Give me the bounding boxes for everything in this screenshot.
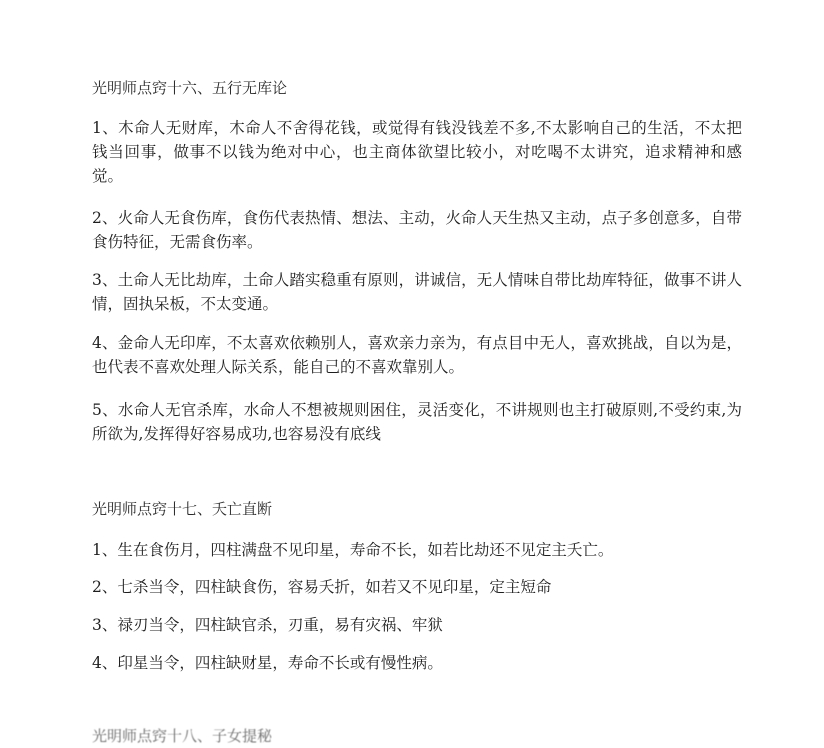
document-page bbox=[92, 0, 792, 745]
paragraph-wood: 1、木命人无财库，木命人不舍得花钱，或觉得有钱没钱差不多,不太影响自己的生活，不太把钱当回事，做事不以钱为绝对中心，也主商体欲望比较小，对吃喝不太讲究，追求精神和感觉。 bbox=[92, 119, 742, 185]
section-title-16: 光明师点窍十六、五行无库论 bbox=[92, 79, 288, 97]
paragraph-water: 5、水命人无官杀库，水命人不想被规则困住，灵活变化，不讲规则也主打破原则,不受约束,为所欲为,发挥得好容易成功,也容易没有底线 bbox=[92, 401, 742, 443]
paragraph-seal-star: 4、印星当令，四柱缺财星，寿命不长或有慢性病。 bbox=[92, 654, 443, 672]
paragraph-food-injury-month: 1、生在食伤月，四柱满盘不见印星，寿命不长，如若比劫还不见定主夭亡。 bbox=[92, 541, 614, 559]
paragraph-lu-ren: 3、禄刃当令，四柱缺官杀，刃重，易有灾祸、牢狱 bbox=[92, 616, 443, 634]
paragraph-fire: 2、火命人无食伤库，食伤代表热情、想法、主动，火命人天生热又主动，点子多创意多，自带食伤特征，无需食伤率。 bbox=[92, 209, 742, 251]
paragraph-earth: 3、土命人无比劫库，土命人踏实稳重有原则，讲诚信，无人情味自带比劫库特征，做事不讲人情，固执呆板，不太变通。 bbox=[92, 271, 742, 313]
paragraph-seven-killings: 2、七杀当令，四柱缺食伤，容易夭折，如若又不见印星，定主短命 bbox=[92, 578, 552, 596]
section-title-18: 光明师点窍十八、子女提秘 bbox=[92, 727, 273, 745]
paragraph-metal: 4、金命人无印库，不太喜欢依赖别人，喜欢亲力亲为，有点目中无人，喜欢挑战，自以为是，也代表不喜欢处理人际关系，能自己的不喜欢靠别人。 bbox=[92, 334, 742, 376]
section-title-17: 光明师点窍十七、夭亡直断 bbox=[92, 500, 273, 518]
